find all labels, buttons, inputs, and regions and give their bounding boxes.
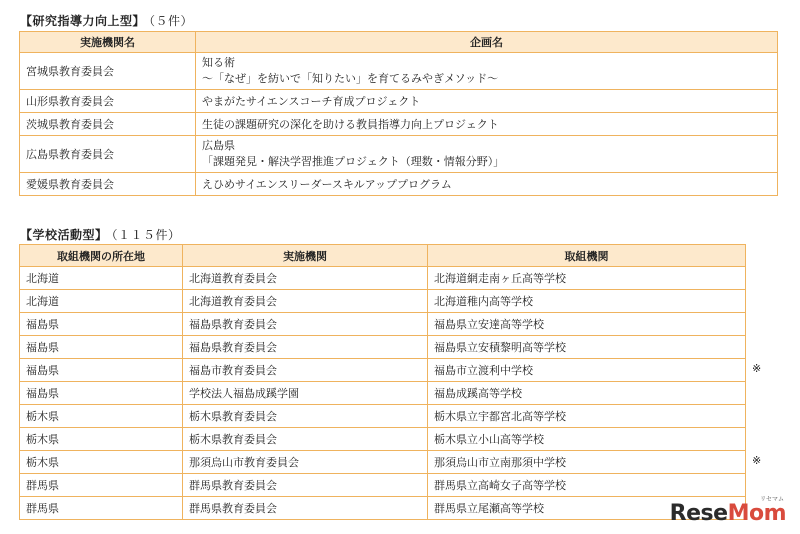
pref-cell: 栃木県 <box>20 405 183 428</box>
school-cell: 北海道網走南ヶ丘高等学校 <box>428 267 746 290</box>
resemom-logo <box>669 496 786 526</box>
table-row <box>20 405 746 428</box>
school-cell: 福島県立安積黎明高等学校 <box>428 336 746 359</box>
table-row <box>20 267 746 290</box>
school-cell: 群馬県立尾瀬高等学校 <box>428 497 746 520</box>
agency-cell: 那須烏山市教育委員会 <box>183 451 428 474</box>
table-row <box>20 428 746 451</box>
org-cell: 茨城県教育委員会 <box>20 113 196 136</box>
plan-cell <box>196 136 778 173</box>
table-row <box>20 497 746 520</box>
agency-cell: 北海道教育委員会 <box>183 267 428 290</box>
school-cell: 福島成蹊高等学校 <box>428 382 746 405</box>
header-pref: 取組機関の所在地 <box>20 245 183 267</box>
table-row <box>20 474 746 497</box>
table-row <box>20 53 778 90</box>
school-cell: 栃木県立小山高等学校 <box>428 428 746 451</box>
table-row <box>20 113 778 136</box>
header-school: 取組機関 <box>428 245 746 267</box>
pref-cell: 群馬県 <box>20 497 183 520</box>
pref-cell: 福島県 <box>20 336 183 359</box>
pref-cell: 群馬県 <box>20 474 183 497</box>
note-mark: ※ <box>752 454 762 467</box>
school-table <box>19 244 746 520</box>
logo-text-main: Rese <box>669 501 728 526</box>
org-cell: 広島県教育委員会 <box>20 136 196 173</box>
school-cell: 那須烏山市立南那須中学校 <box>428 451 746 474</box>
agency-cell: 福島県教育委員会 <box>183 313 428 336</box>
agency-cell: 群馬県教育委員会 <box>183 497 428 520</box>
school-cell: 福島県立安達高等学校 <box>428 313 746 336</box>
pref-cell: 栃木県 <box>20 451 183 474</box>
agency-cell: 栃木県教育委員会 <box>183 428 428 451</box>
pref-cell: 北海道 <box>20 290 183 313</box>
research-table <box>19 31 778 196</box>
plan-line: 知る術 <box>202 56 235 69</box>
table-row <box>20 90 778 113</box>
section-title-text: 【学校活動型】 <box>20 228 108 242</box>
agency-cell: 学校法人福島成蹊学園 <box>183 382 428 405</box>
pref-cell: 福島県 <box>20 359 183 382</box>
pref-cell: 福島県 <box>20 313 183 336</box>
section-title-research <box>20 12 193 29</box>
school-cell: 栃木県立宇都宮北高等学校 <box>428 405 746 428</box>
agency-cell: 栃木県教育委員会 <box>183 405 428 428</box>
table-row <box>20 173 778 196</box>
logo-text-accent: Mom <box>727 501 786 526</box>
section-count: （１１５件） <box>111 228 181 242</box>
header-plan: 企画名 <box>196 32 778 53</box>
plan-line: 広島県 <box>202 139 235 152</box>
plan-line: 「課題発見・解決学習推進プロジェクト（理数・情報分野）」 <box>202 155 505 168</box>
school-table-body <box>20 267 746 520</box>
agency-cell: 福島市教育委員会 <box>183 359 428 382</box>
org-cell: 愛媛県教育委員会 <box>20 173 196 196</box>
plan-cell: えひめサイエンスリーダースキルアッププログラム <box>196 173 778 196</box>
school-cell: 群馬県立高崎女子高等学校 <box>428 474 746 497</box>
agency-cell: 群馬県教育委員会 <box>183 474 428 497</box>
table-row <box>20 313 746 336</box>
table-row <box>20 451 746 474</box>
plan-cell: 生徒の課題研究の深化を助ける教員指導力向上プロジェクト <box>196 113 778 136</box>
table-row <box>20 359 746 382</box>
school-cell: 福島市立渡利中学校 <box>428 359 746 382</box>
org-cell: 宮城県教育委員会 <box>20 53 196 90</box>
pref-cell: 栃木県 <box>20 428 183 451</box>
pref-cell: 福島県 <box>20 382 183 405</box>
section-title-school <box>20 226 181 243</box>
school-cell: 北海道稚内高等学校 <box>428 290 746 313</box>
header-agency: 実施機関 <box>183 245 428 267</box>
plan-cell <box>196 53 778 90</box>
table-row <box>20 382 746 405</box>
org-cell: 山形県教育委員会 <box>20 90 196 113</box>
table-row <box>20 136 778 173</box>
agency-cell: 福島県教育委員会 <box>183 336 428 359</box>
table-row <box>20 336 746 359</box>
section-count: （５件） <box>149 14 194 28</box>
note-mark: ※ <box>752 362 762 375</box>
logo-kana: リセマム <box>760 496 784 503</box>
section-title-text: 【研究指導力向上型】 <box>20 14 146 28</box>
pref-cell: 北海道 <box>20 267 183 290</box>
agency-cell: 北海道教育委員会 <box>183 290 428 313</box>
header-org: 実施機関名 <box>20 32 196 53</box>
table-header-row <box>20 245 746 267</box>
table-header-row <box>20 32 778 53</box>
table-row <box>20 290 746 313</box>
plan-cell: やまがたサイエンスコーチ育成プロジェクト <box>196 90 778 113</box>
plan-line: ～「なぜ」を紡いで「知りたい」を育てるみやぎメソッド～ <box>202 72 499 85</box>
